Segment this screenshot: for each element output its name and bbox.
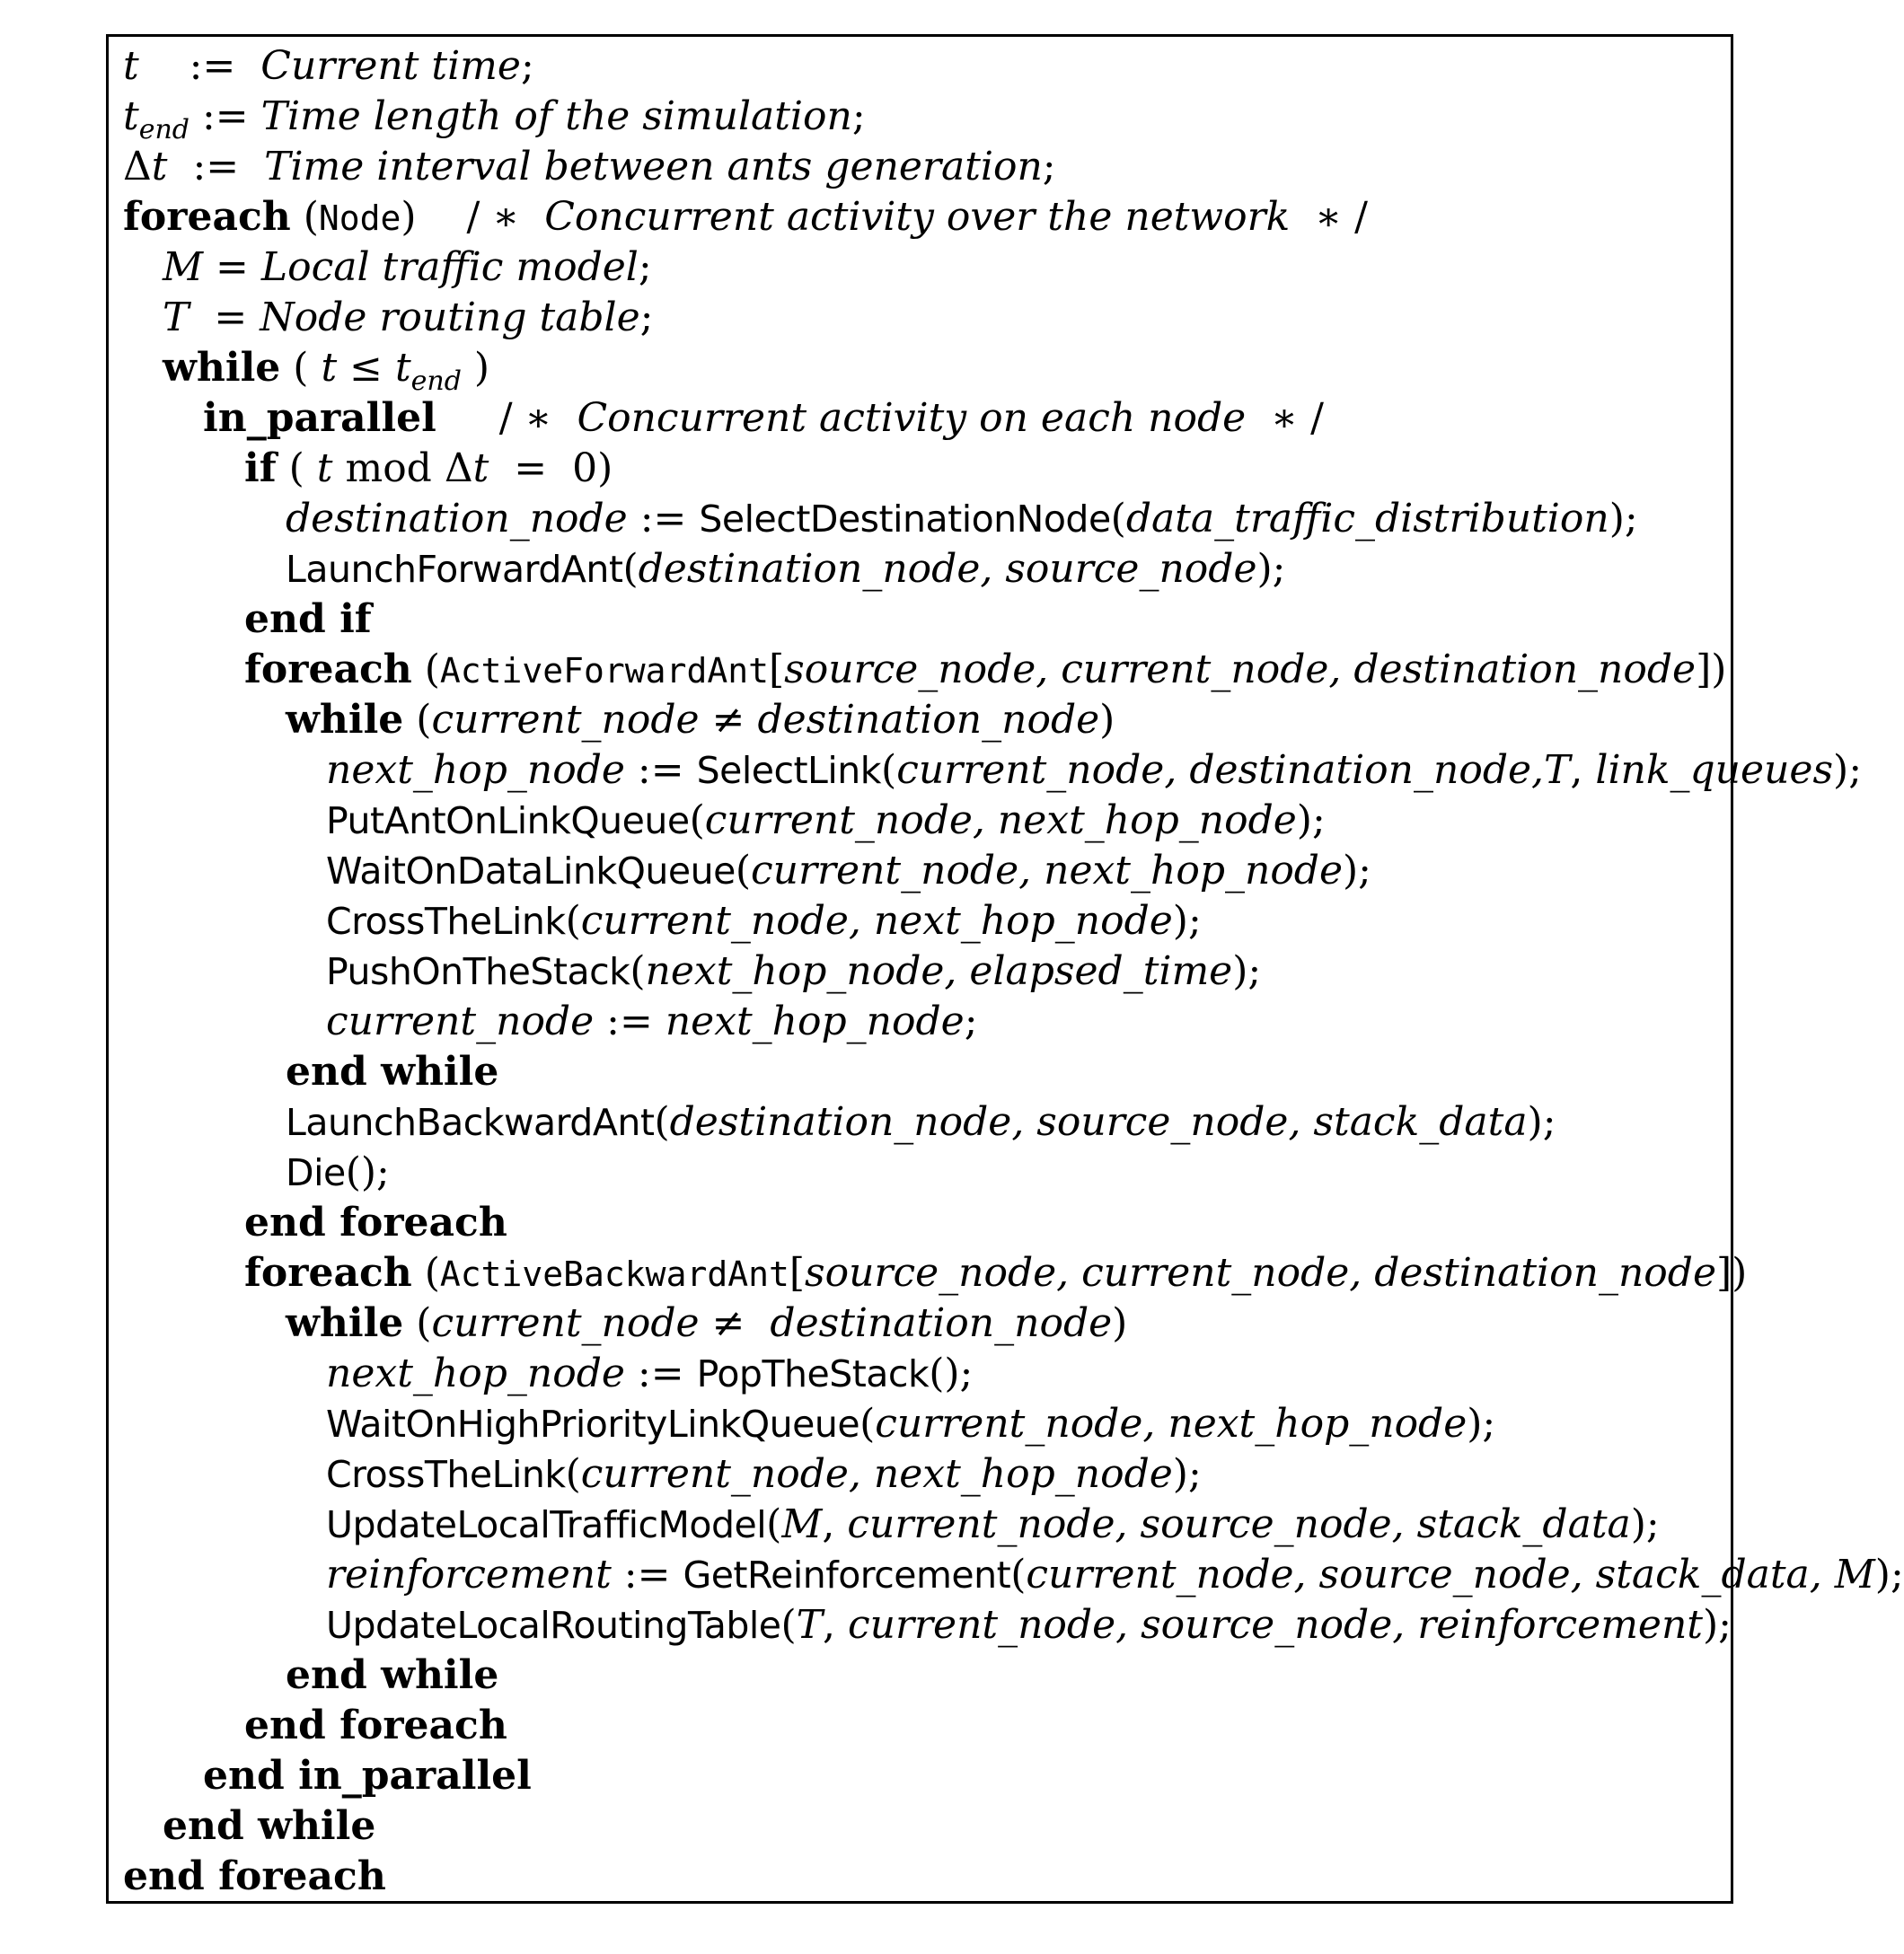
code-line	[244, 647, 1727, 692]
code-line	[326, 747, 1863, 793]
code-token: :=	[138, 43, 261, 89]
code-token: ActiveBackwardAnt	[439, 1254, 789, 1294]
code-token: ,	[823, 1602, 848, 1648]
code-token: ≠	[699, 1300, 771, 1346]
code-token: ≤	[337, 345, 395, 391]
code-token: );	[1296, 797, 1326, 843]
code-token: next_hop_node, elapsed_time	[645, 948, 1233, 994]
code-token: ();	[345, 1149, 390, 1195]
code-token: destination_node, source_node	[638, 546, 1257, 592]
code-token: :=	[624, 1351, 697, 1396]
code-line	[203, 1753, 532, 1799]
code-token: );	[1232, 948, 1262, 994]
code-token: end foreach	[123, 1853, 386, 1899]
code-token: Time interval between ants generation	[264, 144, 1043, 189]
code-token: =	[203, 244, 261, 290]
code-line	[244, 445, 613, 491]
code-token: :=	[624, 747, 697, 793]
code-token: ∗ /	[1290, 194, 1368, 240]
code-token: destination_node	[770, 1300, 1113, 1346]
code-token: t	[321, 345, 338, 391]
code-token: CrossTheLink	[326, 900, 566, 943]
code-line	[326, 1351, 974, 1396]
code-token: current_node, next_hop_node	[580, 898, 1173, 944]
code-token: end foreach	[244, 1703, 507, 1748]
code-line	[326, 1602, 1732, 1648]
code-line	[286, 1300, 1128, 1346]
code-token: next_hop_node	[326, 747, 625, 793]
code-token: (	[622, 546, 639, 592]
code-line	[244, 596, 372, 642]
code-line	[163, 345, 490, 397]
code-token: link_queues	[1595, 747, 1834, 793]
code-token: ;	[638, 244, 652, 290]
code-token: (	[1010, 1552, 1027, 1598]
code-token: );	[1630, 1501, 1660, 1547]
code-line	[286, 1652, 499, 1698]
code-token: source_node, current_node, destination_node	[805, 1250, 1716, 1296]
code-token: end foreach	[244, 1200, 507, 1245]
code-line	[326, 1501, 1660, 1547]
code-token: UpdateLocalRoutingTable	[326, 1604, 781, 1647]
code-token: next_hop_node	[326, 1351, 625, 1396]
code-token: (	[735, 848, 751, 893]
code-token: );	[1467, 1401, 1496, 1447]
code-line	[286, 1099, 1556, 1145]
code-token: Concurrent activity on each node	[577, 395, 1247, 441]
code-line	[286, 496, 1638, 541]
code-token: WaitOnDataLinkQueue	[326, 849, 736, 893]
code-token: UpdateLocalTrafficModel	[326, 1503, 767, 1546]
code-token: destination_node	[286, 496, 628, 541]
code-token: );	[1172, 898, 1202, 944]
code-line	[326, 948, 1262, 994]
code-line	[123, 43, 534, 89]
code-token: PushOnTheStack	[326, 950, 630, 993]
code-token: end in_parallel	[203, 1753, 532, 1799]
code-token: = 0)	[489, 445, 613, 491]
code-token: source_node, current_node, destination_node	[784, 647, 1697, 692]
code-token: [	[768, 647, 785, 692]
code-token: data_traffic_distribution	[1125, 496, 1609, 541]
code-token: current_node, source_node, stack_data	[847, 1501, 1631, 1547]
code-token: current_node, destination_node,	[896, 747, 1545, 793]
code-token: (	[403, 697, 432, 743]
code-line	[326, 1451, 1202, 1497]
code-token: (	[766, 1501, 782, 1547]
code-token: ActiveForwardAnt	[439, 651, 769, 691]
code-token: / ∗	[436, 395, 577, 441]
code-token: ;	[520, 43, 534, 89]
code-line	[286, 1149, 390, 1195]
code-token: );	[1609, 496, 1638, 541]
code-token: ∗ /	[1246, 395, 1324, 441]
code-token: :=	[611, 1552, 683, 1598]
code-token: :=	[189, 93, 261, 139]
code-token: ();	[929, 1351, 974, 1396]
code-token: );	[1256, 546, 1286, 592]
code-token: LaunchForwardAnt	[286, 548, 623, 591]
code-token: ) / ∗	[401, 194, 545, 240]
code-token: current_node	[431, 1300, 700, 1346]
code-token: M	[781, 1501, 823, 1547]
code-token: (	[859, 1401, 876, 1447]
code-token: SelectDestinationNode	[699, 497, 1111, 541]
code-token: (	[403, 1300, 432, 1346]
code-token: (	[630, 948, 646, 994]
code-token: );	[1833, 747, 1863, 793]
code-line	[244, 1703, 507, 1748]
code-token: (	[276, 445, 317, 491]
code-token: ])	[1696, 647, 1727, 692]
code-token: mod Δ	[332, 445, 473, 491]
code-token: (	[565, 1451, 581, 1497]
code-token: (	[689, 797, 705, 843]
code-token: (	[1110, 496, 1126, 541]
code-token: ;	[1042, 144, 1056, 189]
code-line	[286, 546, 1286, 592]
code-token: :=	[627, 496, 700, 541]
code-token: while	[163, 345, 281, 391]
code-token: Time length of the simulation	[260, 93, 852, 139]
code-token: (	[780, 1602, 797, 1648]
code-token: ,	[822, 1501, 848, 1547]
code-token: foreach	[244, 1250, 412, 1296]
code-token: t	[472, 445, 489, 491]
code-token: )	[461, 345, 490, 391]
code-token: current_node, source_node, reinforcement	[847, 1602, 1703, 1648]
code-token: :=	[167, 144, 265, 189]
code-token: current_node	[431, 697, 700, 743]
code-token: T	[796, 1602, 823, 1648]
code-token: t	[316, 445, 333, 491]
code-token: foreach	[244, 647, 412, 692]
code-token: Die	[286, 1151, 346, 1194]
code-token: while	[286, 1300, 404, 1346]
code-token: while	[286, 697, 404, 743]
code-line	[123, 144, 1056, 189]
code-token: if	[244, 445, 277, 491]
code-token: M	[163, 244, 204, 290]
code-token: (	[411, 647, 440, 692]
code-line	[123, 194, 1368, 240]
code-token: );	[1172, 1451, 1202, 1497]
code-token: end	[410, 365, 462, 397]
code-token: t	[394, 345, 411, 391]
code-line	[326, 848, 1372, 893]
code-token: destination_node	[757, 697, 1100, 743]
code-token: (	[290, 194, 319, 240]
code-token: end if	[244, 596, 372, 642]
code-line	[286, 1049, 499, 1095]
code-line	[326, 797, 1326, 843]
code-token: (	[280, 345, 322, 391]
code-token: (	[881, 747, 897, 793]
code-token: (	[411, 1250, 440, 1296]
code-token: GetReinforcement	[683, 1554, 1011, 1597]
code-token: )	[1099, 697, 1115, 743]
code-line	[123, 93, 866, 145]
code-line	[326, 898, 1202, 944]
code-token: current_node, next_hop_node	[751, 848, 1344, 893]
code-token: foreach	[123, 194, 291, 240]
code-token: :=	[594, 999, 666, 1044]
code-token: =	[189, 295, 260, 340]
code-token: ;	[964, 999, 978, 1044]
code-token: M	[1834, 1552, 1875, 1598]
code-token: T	[163, 295, 190, 340]
code-line	[326, 999, 978, 1044]
code-token: ])	[1715, 1250, 1748, 1296]
code-token: T	[1544, 747, 1571, 793]
code-token: ;	[639, 295, 654, 340]
code-token: );	[1527, 1099, 1556, 1145]
code-token: current_node, next_hop_node	[875, 1401, 1468, 1447]
code-token: Current time	[260, 43, 521, 89]
code-line	[326, 1552, 1904, 1598]
code-token: Node routing table	[260, 295, 640, 340]
code-token: current_node, next_hop_node	[580, 1451, 1173, 1497]
code-token: );	[1874, 1552, 1904, 1598]
code-token: Δ	[123, 144, 152, 189]
code-line	[123, 1853, 386, 1899]
code-line	[163, 295, 654, 340]
code-line	[244, 1250, 1748, 1296]
code-token: (	[565, 898, 581, 944]
code-token: CrossTheLink	[326, 1453, 566, 1496]
code-token: next_hop_node	[665, 999, 965, 1044]
code-token: in_parallel	[203, 395, 436, 441]
code-token: t	[151, 144, 168, 189]
code-token: end while	[286, 1652, 499, 1698]
code-token: PutAntOnLinkQueue	[326, 799, 690, 842]
code-token: LaunchBackwardAnt	[286, 1101, 655, 1144]
code-token: current_node	[326, 999, 595, 1044]
code-token: ≠	[699, 697, 758, 743]
code-line	[286, 697, 1115, 743]
code-token: end while	[163, 1803, 376, 1849]
code-token: reinforcement	[326, 1552, 612, 1598]
code-token: end while	[286, 1049, 499, 1095]
code-token: PopTheStack	[696, 1352, 930, 1395]
code-token: Node	[318, 198, 401, 238]
code-token: )	[1112, 1300, 1128, 1346]
code-line	[203, 395, 1324, 441]
code-token: ;	[851, 93, 866, 139]
code-token: t	[123, 43, 139, 89]
code-token: SelectLink	[696, 749, 882, 792]
code-token: t	[123, 93, 139, 139]
code-token: current_node, source_node, stack_data,	[1026, 1552, 1835, 1598]
code-line	[326, 1401, 1496, 1447]
code-token: current_node, next_hop_node	[704, 797, 1297, 843]
code-line	[163, 1803, 376, 1849]
code-token: ,	[1570, 747, 1596, 793]
code-token: (	[654, 1099, 670, 1145]
code-token: destination_node, source_node, stack_data	[669, 1099, 1528, 1145]
code-token: Local traffic model	[260, 244, 639, 290]
code-line	[244, 1200, 507, 1245]
code-token: );	[1343, 848, 1372, 893]
code-token: end	[138, 114, 190, 145]
code-line	[163, 244, 652, 290]
code-token: );	[1702, 1602, 1732, 1648]
code-token: Concurrent activity over the network	[544, 194, 1291, 240]
code-token: [	[789, 1250, 806, 1296]
code-token: WaitOnHighPriorityLinkQueue	[326, 1403, 860, 1446]
